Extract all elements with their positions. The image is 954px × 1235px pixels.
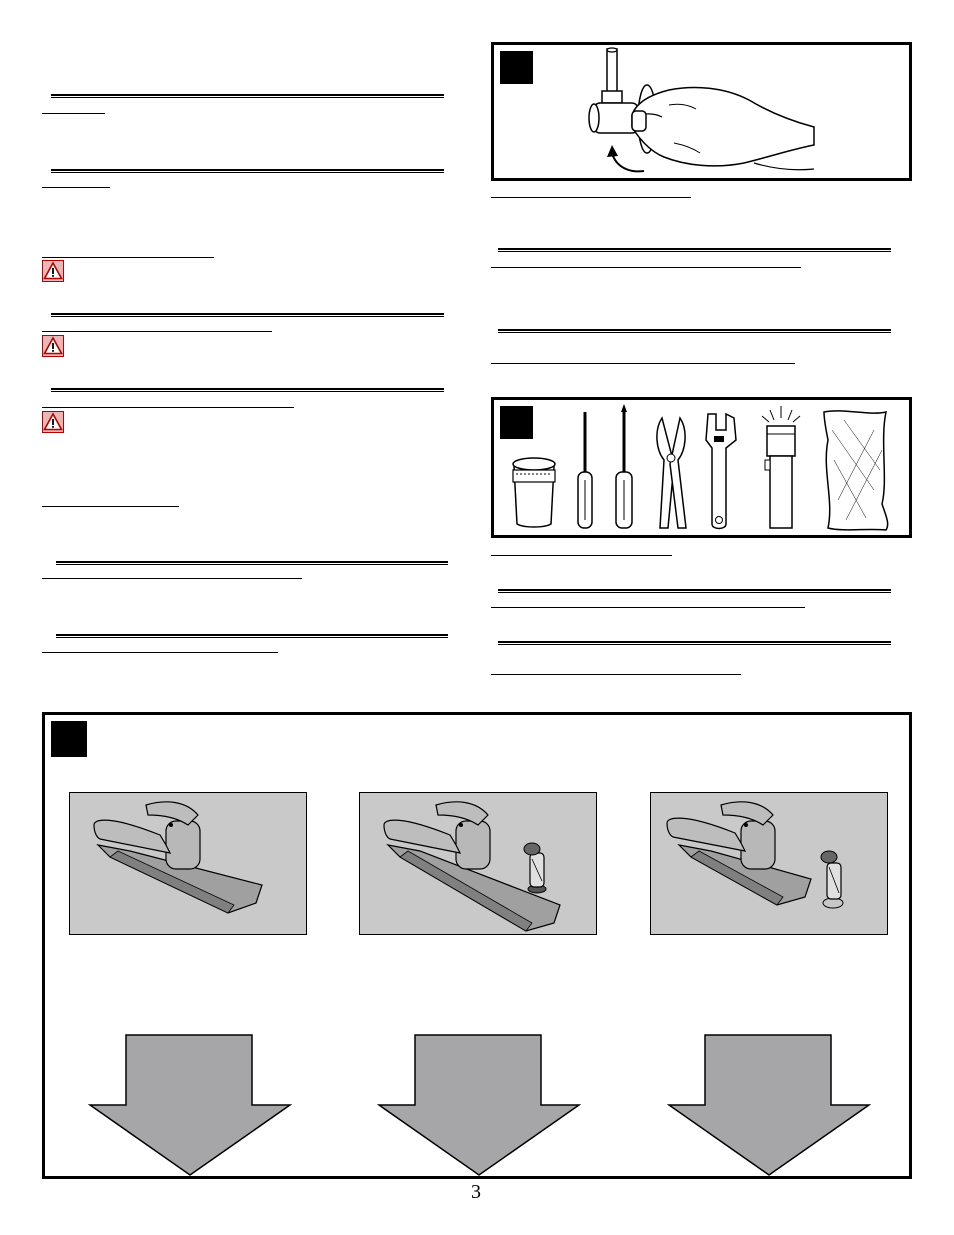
shutoff-valve-hand-illustration (574, 45, 834, 178)
down-arrow-icon (667, 1033, 871, 1177)
section-rule (51, 388, 444, 392)
towel-icon (824, 411, 888, 530)
step-2-panel-tools (491, 397, 912, 538)
faucet-side-spray-illustration (651, 793, 887, 934)
text-line (42, 506, 179, 507)
step-badge (500, 51, 533, 84)
text-line (42, 187, 110, 188)
pliers-icon (657, 418, 686, 528)
tools-illustration (494, 400, 909, 535)
faucet-no-spray-illustration (70, 793, 306, 934)
section-rule (51, 313, 444, 317)
text-line (491, 607, 805, 608)
section-rule (56, 634, 448, 638)
text-line (42, 331, 272, 332)
text-line (42, 652, 278, 653)
step-1-panel-shutoff-valve (491, 42, 912, 181)
page-number: 3 (471, 1181, 481, 1203)
warning-triangle-icon (42, 411, 64, 433)
section-rule (498, 641, 891, 645)
adjustable-wrench-icon (706, 414, 736, 529)
pipe-sealant-icon (513, 458, 555, 527)
section-rule (51, 169, 444, 173)
text-line (42, 407, 294, 408)
faucet-deck-spray-illustration (360, 793, 596, 934)
phillips-screwdriver-icon (616, 404, 632, 528)
text-line (491, 555, 672, 556)
faucet-option-photo-1 (69, 792, 307, 935)
text-line (491, 267, 801, 268)
text-line (42, 257, 214, 258)
text-line (42, 578, 302, 579)
text-line (42, 113, 105, 114)
warning-triangle-icon (42, 260, 64, 282)
step-badge (51, 721, 87, 757)
faucet-option-photo-3 (650, 792, 888, 935)
text-line (491, 674, 741, 675)
text-line (491, 363, 795, 364)
down-arrow-icon (377, 1033, 581, 1177)
section-rule (51, 94, 444, 98)
warning-triangle-icon (42, 335, 64, 357)
flat-screwdriver-icon (578, 412, 592, 528)
section-rule (498, 248, 891, 252)
section-rule (498, 329, 891, 333)
section-rule (498, 589, 891, 593)
text-line (491, 197, 691, 198)
down-arrow-icon (88, 1033, 292, 1177)
step-3-panel-faucet-options (42, 712, 912, 1179)
section-rule (56, 561, 448, 565)
flashlight-icon (762, 406, 800, 528)
faucet-option-photo-2 (359, 792, 597, 935)
